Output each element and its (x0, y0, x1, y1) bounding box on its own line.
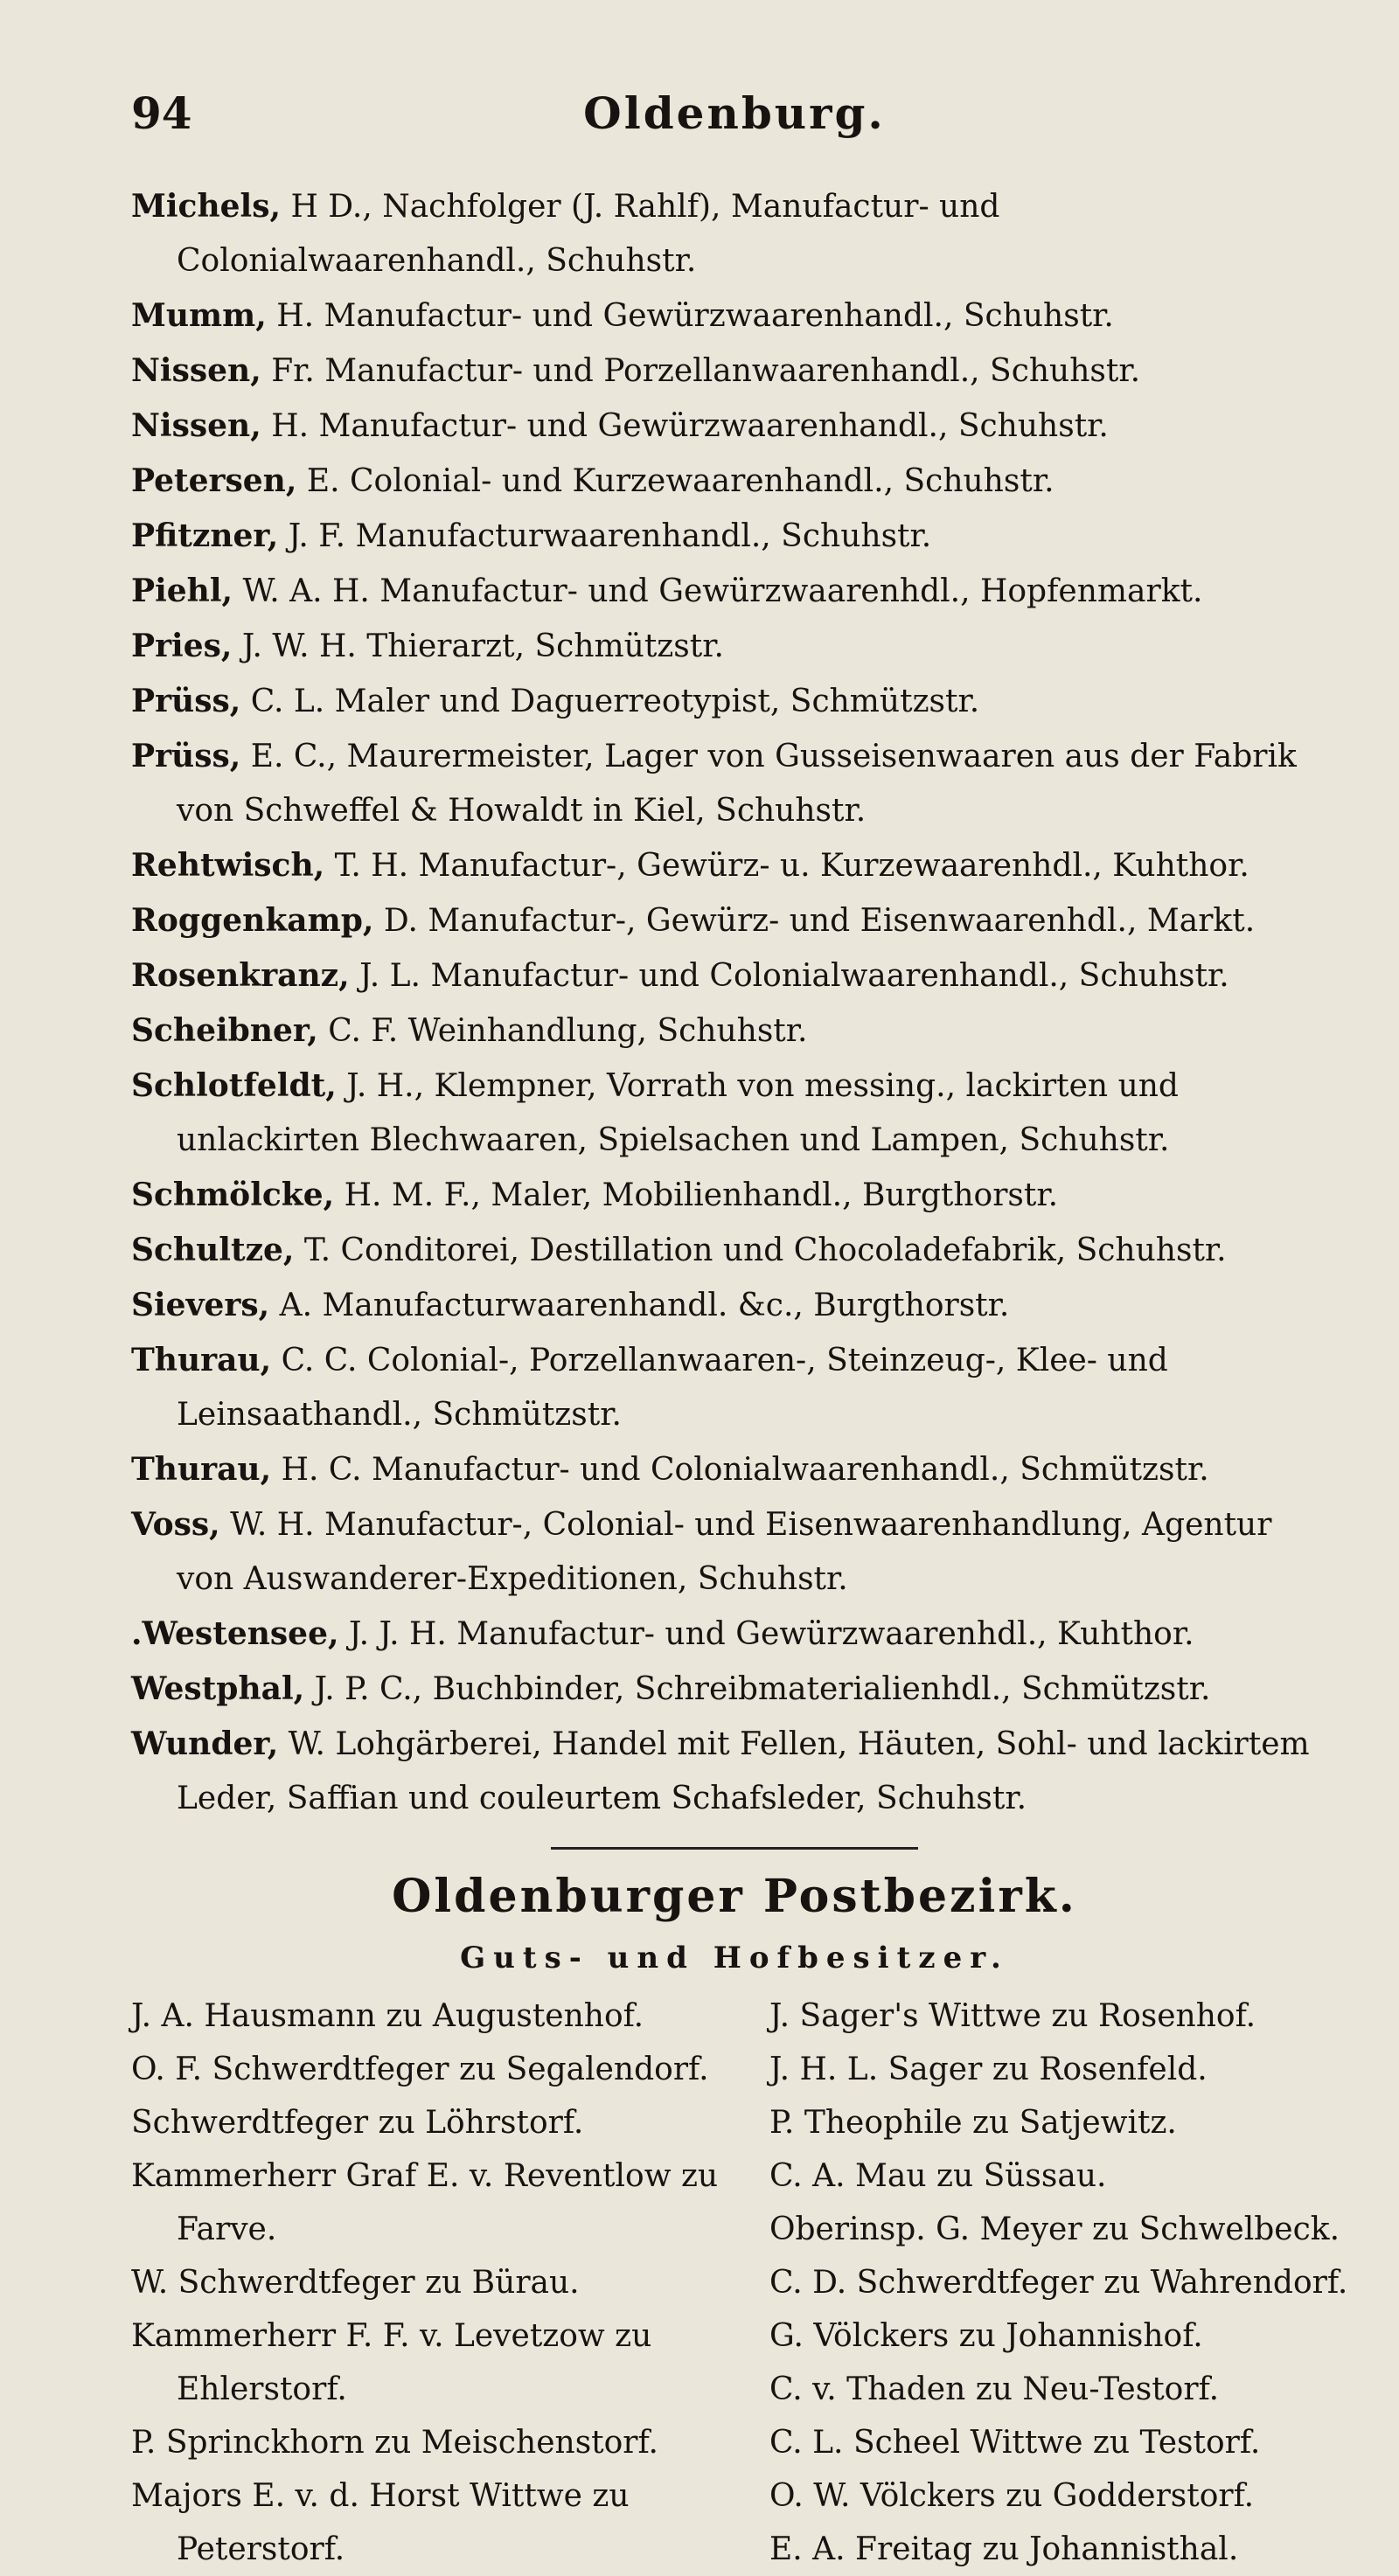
directory-entry (131, 619, 1338, 674)
list-item: E. A. Freitag zu Johannisthal. (769, 2531, 1239, 2567)
entry-name: Schultze, (131, 1232, 295, 1268)
directory-entry (131, 674, 1338, 729)
list-item: Schwerdtfeger zu Löhrstorf. (131, 2105, 584, 2141)
page-number: 94 (131, 87, 192, 139)
entry-text: H D., Nachfolger (J. Rahlf), Manufactur- und Colonialwaarenhandl., Schuhstr. (177, 189, 1000, 279)
directory-entry (131, 1059, 1338, 1168)
entry-text: A. Manufacturwaarenhandl. &c., Burgthorstr. (279, 1288, 1010, 1323)
left-column (131, 1989, 743, 2576)
list-item: Majors E. v. d. Horst Wittwe zu Peterstorf. (131, 2478, 630, 2567)
page-header (131, 79, 1338, 149)
entry-text: H. C. Manufactur- und Colonialwaarenhandl., Schmützstr. (281, 1452, 1209, 1488)
entry-text: J. W. H. Thierarzt, Schmützstr. (241, 628, 724, 664)
entry-name: Thurau, (131, 1342, 272, 1378)
list-item: P. Sprinckhorn zu Meischenstorf. (131, 2425, 658, 2461)
entry-text: W. H. Manufactur-, Colonial- und Eisenwaarenhandlung, Agentur von Auswanderer-Expeditionen, Schuhstr. (177, 1507, 1272, 1597)
directory-entry (131, 344, 1338, 399)
entry-name: Petersen, (131, 462, 297, 499)
entry-text: W. Lohgärberei, Handel mit Fellen, Häuten, Sohl- und lackirtem Leder, Saffian und couleurtem Schafsleder, Schuhstr. (177, 1726, 1310, 1816)
entry-name: Nissen, (131, 352, 261, 389)
entry-name: Rehtwisch, (131, 847, 325, 884)
entry-text: C. F. Weinhandlung, Schuhstr. (328, 1013, 808, 1049)
directory-entry (131, 1003, 1338, 1059)
entry-name: Nissen, (131, 407, 261, 444)
list-item: Oberinsp. G. Meyer zu Schwelbeck. (769, 2211, 1340, 2247)
entry-name: Thurau, (131, 1451, 272, 1488)
entry-name: Prüss, (131, 683, 241, 719)
entry-text: J. J. H. Manufactur- und Gewürzwaarenhdl., Kuhthor. (348, 1616, 1194, 1652)
list-item: C. D. Schwerdtfeger zu Wahrendorf. (769, 2265, 1348, 2301)
entry-name: Schlotfeldt, (131, 1067, 337, 1104)
entry-name: Rosenkranz, (131, 957, 350, 994)
directory-entry (131, 1333, 1338, 1442)
directory-entry (131, 179, 1338, 288)
list-item: J. Sager's Wittwe zu Rosenhof. (769, 1998, 1256, 2034)
directory-entry (131, 454, 1338, 509)
entry-name: Westphal, (131, 1670, 305, 1707)
entry-name: Sievers, (131, 1287, 270, 1323)
entry-text: W. A. H. Manufactur- und Gewürzwaarenhdl., Hopfenmarkt. (242, 573, 1203, 609)
entry-text: E. Colonial- und Kurzewaarenhandl., Schuhstr. (306, 463, 1054, 499)
running-title: Oldenburg. (583, 87, 886, 139)
entry-text: J. H., Klempner, Vorrath von messing., lackirten und unlackirten Blechwaaren, Spielsachen und Lampen, Schuhstr. (177, 1068, 1179, 1158)
directory-entry (131, 1607, 1338, 1662)
directory-entry (131, 838, 1338, 893)
entry-text: Fr. Manufactur- und Porzellanwaarenhandl., Schuhstr. (271, 353, 1141, 389)
list-item: Kammerherr F. F. v. Levetzow zu Ehlerstorf. (131, 2318, 652, 2407)
entry-text: E. C., Maurermeister, Lager von Gusseisenwaaren aus der Fabrik von Schweffel & Howaldt in Kiel, Schuhstr. (177, 739, 1297, 829)
directory-entry (131, 564, 1338, 619)
directory-entry (131, 509, 1338, 564)
list-item: G. Völckers zu Johannishof. (769, 2318, 1203, 2354)
entry-name: Mumm, (131, 297, 267, 334)
directory-entry (131, 288, 1338, 344)
entry-name: Roggenkamp, (131, 902, 374, 939)
list-item: C. L. Scheel Wittwe zu Testorf. (769, 2425, 1261, 2461)
entry-text: H. Manufactur- und Gewürzwaarenhandl., Schuhstr. (271, 408, 1109, 444)
entry-name: Pries, (131, 628, 233, 664)
directory-entry (131, 1497, 1338, 1607)
directory-entry (131, 1717, 1338, 1826)
estate-owner-columns (131, 1989, 1382, 2576)
directory-entry (131, 1223, 1338, 1278)
directory-entry (131, 893, 1338, 948)
section-divider (551, 1847, 918, 1850)
entry-text: J. P. C., Buchbinder, Schreibmaterialienhdl., Schmützstr. (314, 1671, 1211, 1707)
entry-name: Scheibner, (131, 1012, 318, 1049)
entry-name: Voss, (131, 1506, 220, 1543)
section-subtitle: Guts- und Hofbesitzer. (460, 1941, 1009, 1975)
entry-name: Schmölcke, (131, 1177, 335, 1213)
directory-entry (131, 729, 1338, 838)
entry-text: J. L. Manufactur- und Colonialwaarenhandl., Schuhstr. (359, 958, 1229, 994)
list-item: W. Schwerdtfeger zu Bürau. (131, 2265, 580, 2301)
list-item: O. W. Völckers zu Godderstorf. (769, 2478, 1255, 2514)
directory-entries (131, 179, 1338, 1826)
directory-entry (131, 1662, 1338, 1717)
list-item: C. v. Thaden zu Neu-Testorf. (769, 2371, 1220, 2407)
list-item: Kammerherr Graf E. v. Reventlow zu Farve. (131, 2158, 719, 2247)
list-item: J. A. Hausmann zu Augustenhof. (131, 1998, 644, 2034)
entry-name: Piehl, (131, 573, 233, 609)
entry-text: J. F. Manufacturwaarenhandl., Schuhstr. (288, 518, 932, 554)
directory-entry (131, 948, 1338, 1003)
entry-name: Prüss, (131, 738, 241, 774)
entry-name: .Westensee, (131, 1615, 339, 1652)
directory-entry (131, 1442, 1338, 1497)
directory-entry (131, 1168, 1338, 1223)
entry-text: C. L. Maler und Daguerreotypist, Schmützstr. (250, 684, 980, 719)
entry-text: D. Manufactur-, Gewürz- und Eisenwaarenhdl., Markt. (383, 903, 1256, 939)
entry-name: Pfitzner, (131, 517, 279, 554)
list-item: J. H. L. Sager zu Rosenfeld. (769, 2052, 1208, 2087)
entry-text: C. C. Colonial-, Porzellanwaaren-, Steinzeug-, Klee- und Leinsaathandl., Schmützstr. (177, 1343, 1168, 1433)
entry-name: Michels, (131, 188, 281, 225)
list-item: P. Theophile zu Satjewitz. (769, 2105, 1177, 2141)
list-item: O. F. Schwerdtfeger zu Segalendorf. (131, 2052, 709, 2087)
entry-text: T. H. Manufactur-, Gewürz- u. Kurzewaarenhdl., Kuhthor. (334, 848, 1249, 884)
directory-entry (131, 1278, 1338, 1333)
right-column (769, 1989, 1382, 2576)
entry-text: H. Manufactur- und Gewürzwaarenhandl., Schuhstr. (276, 298, 1114, 334)
section-title: Oldenburger Postbezirk. (392, 1870, 1077, 1923)
directory-entry (131, 399, 1338, 454)
entry-text: H. M. F., Maler, Mobilienhandl., Burgthorstr. (344, 1177, 1059, 1213)
entry-name: Wunder, (131, 1725, 279, 1762)
list-item: C. A. Mau zu Süssau. (769, 2158, 1107, 2194)
entry-text: T. Conditorei, Destillation und Chocoladefabrik, Schuhstr. (303, 1232, 1227, 1268)
